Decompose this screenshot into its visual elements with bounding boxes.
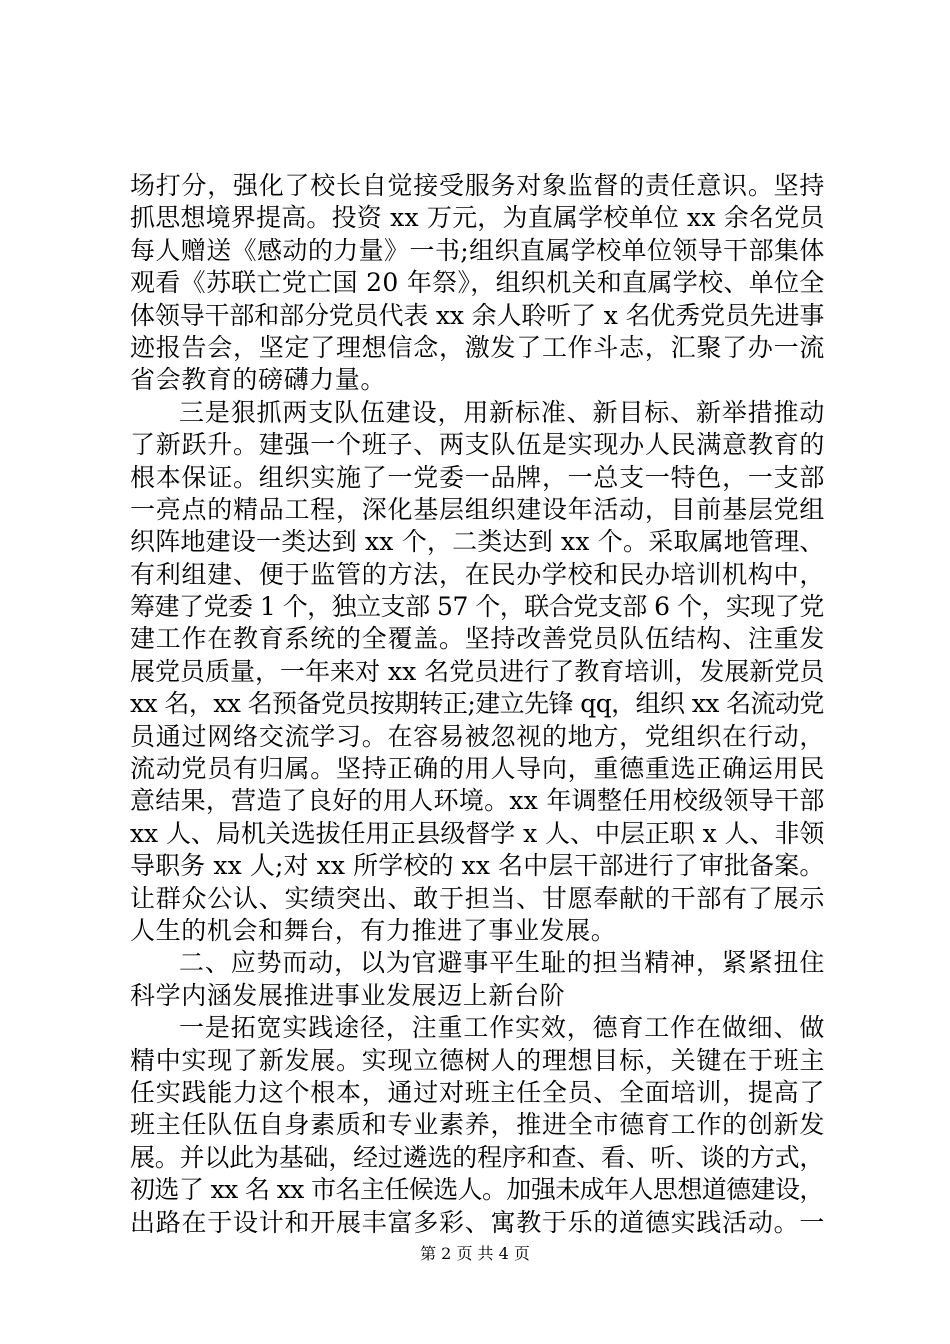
text-line: 员通过网络交流学习。在容易被忽视的地方，党组织在行动， [130,721,825,751]
text-line: 观看《苏联亡党亡国 20 年祭》，组织机关和直属学校、单位全 [130,268,825,298]
text-line: 出路在于设计和开展丰富多彩、寓教于乐的道德实践活动。一 [130,1207,825,1237]
text-line: xx 人、局机关选拔任用正县级督学 x 人、中层正职 x 人、非领 [130,818,825,848]
text-line: 任实践能力这个根本，通过对班主任全员、全面培训，提高了 [130,1077,825,1107]
text-line: 一是拓宽实践途径，注重工作实效，德育工作在做细、做 [179,1013,825,1043]
text-line: 意结果，营造了良好的用人环境。xx 年调整任用校级领导干部 [130,786,825,816]
text-line: 精中实现了新发展。实现立德树人的理想目标，关键在于班主 [130,1045,825,1075]
text-line: 展党员质量，一年来对 xx 名党员进行了教育培训，发展新党员 [130,656,825,686]
text-line: 让群众公认、实绩突出、敢于担当、甘愿奉献的干部有了展示 [130,883,825,913]
text-line: 建工作在教育系统的全覆盖。坚持改善党员队伍结构、注重发 [130,624,825,654]
text-line: 三是狠抓两支队伍建设，用新标准、新目标、新举措推动 [179,397,825,427]
text-line: 迹报告会，坚定了理想信念，激发了工作斗志，汇聚了办一流 [130,332,825,362]
page-footer: 第 2 页 共 4 页 [420,1244,530,1263]
text-line: 有利组建、便于监管的方法，在民办学校和民办培训机构中， [130,559,825,589]
text-line: 抓思想境界提高。投资 xx 万元，为直属学校单位 xx 余名党员 [130,203,825,233]
text-line: 一亮点的精品工程，深化基层组织建设年活动，目前基层党组 [130,494,825,524]
text-line: 导职务 xx 人;对 xx 所学校的 xx 名中层干部进行了审批备案。 [130,851,825,881]
text-line: 每人赠送《感动的力量》一书;组织直属学校单位领导干部集体 [130,235,825,265]
text-line: 人生的机会和舞台，有力推进了事业发展。 [130,915,617,945]
text-line: 省会教育的磅礴力量。 [130,365,387,395]
text-line: 织阵地建设一类达到 xx 个，二类达到 xx 个。采取属地管理、 [130,527,825,557]
text-line: 了新跃升。建强一个班子、两支队伍是实现办人民满意教育的 [130,430,825,460]
text-line: 筹建了党委 1 个，独立支部 57 个，联合党支部 6 个，实现了党 [130,592,824,622]
text-line: xx 名，xx 名预备党员按期转正;建立先锋 qq，组织 xx 名流动党 [130,689,824,719]
text-line: 体领导干部和部分党员代表 xx 余人聆听了 x 名优秀党员先进事 [130,300,825,330]
text-line: 班主任队伍自身素质和专业素养，推进全市德育工作的创新发 [130,1110,825,1140]
text-line: 流动党员有归属。坚持正确的用人导向，重德重选正确运用民 [130,754,825,784]
text-line: 初选了 xx 名 xx 市名主任候选人。加强未成年人思想道德建设， [130,1175,824,1205]
text-line: 科学内涵发展推进事业发展迈上新台阶 [130,980,566,1010]
text-line: 展。并以此为基础，经过遴选的程序和查、看、听、谈的方式， [130,1142,825,1172]
text-line: 二、应势而动，以为官避事平生耻的担当精神，紧紧扭住 [179,948,825,978]
text-line: 根本保证。组织实施了一党委一品牌，一总支一特色，一支部 [130,462,825,492]
document-body [130,170,825,1239]
text-line: 场打分，强化了校长自觉接受服务对象监督的责任意识。坚持 [130,171,825,200]
